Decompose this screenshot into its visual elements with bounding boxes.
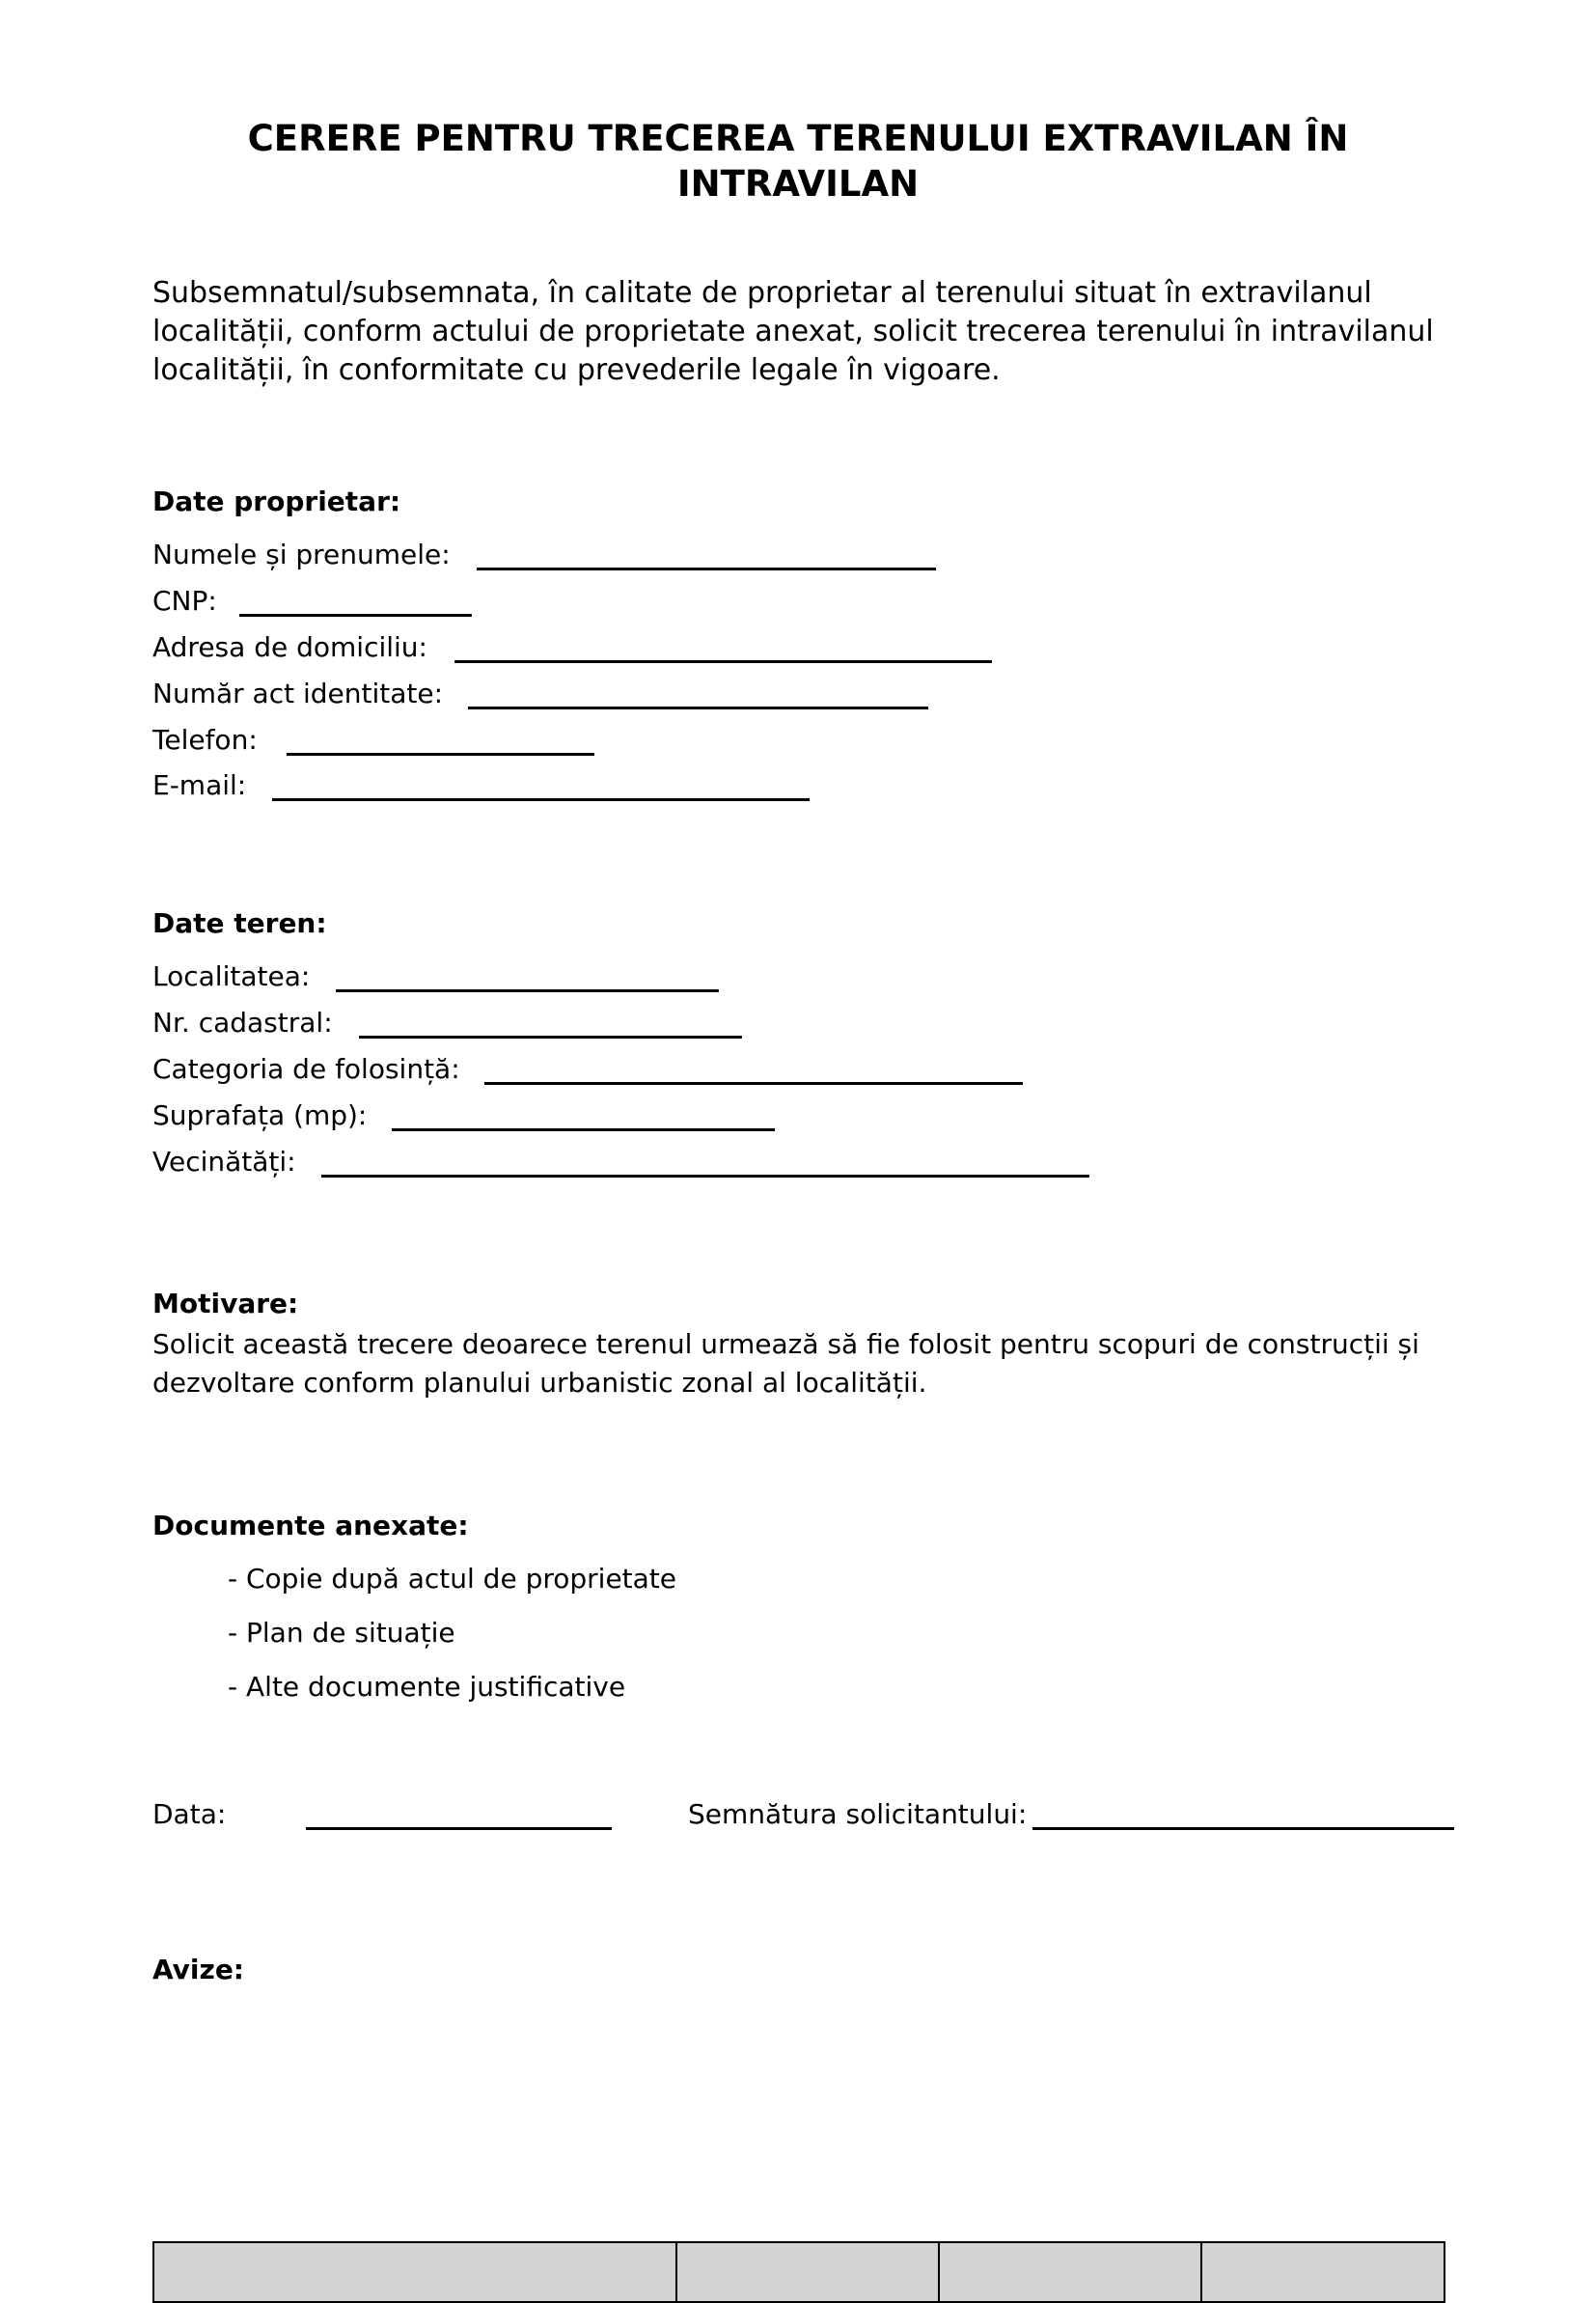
land-cadastral-field[interactable] [359,1036,742,1039]
land-category-field[interactable] [484,1082,1023,1085]
owner-email-label: E-mail: [152,769,247,801]
table-cell [676,2242,939,2302]
owner-name-field[interactable] [477,568,936,570]
owner-phone-label: Telefon: [152,724,258,756]
land-area-field[interactable] [392,1128,775,1131]
land-section-heading: Date teren: [152,907,327,939]
date-field[interactable] [306,1827,612,1830]
annex-item: - Copie după actul de proprietate [228,1563,677,1595]
owner-cnp-field[interactable] [239,614,472,617]
approvals-section-heading: Avize: [152,1954,245,1985]
owner-name-label: Numele și prenumele: [152,539,451,570]
table-cell [1201,2242,1445,2302]
owner-id-field[interactable] [468,707,928,709]
land-locality-field[interactable] [336,989,719,992]
land-cadastral-label: Nr. cadastral: [152,1007,333,1039]
approvals-table [152,2241,1445,2303]
owner-cnp-label: CNP: [152,585,217,617]
land-category-label: Categoria de folosință: [152,1053,460,1085]
table-row [153,2242,1445,2302]
date-label: Data: [152,1798,227,1830]
owner-id-label: Număr act identitate: [152,678,444,709]
annexes-section-heading: Documente anexate: [152,1510,469,1541]
owner-email-field[interactable] [272,798,810,801]
page-title: CERERE PENTRU TRECEREA TERENULUI EXTRAVILAN ÎN INTRAVILAN [247,118,1349,205]
owner-address-field[interactable] [454,660,992,663]
land-neighbors-label: Vecinătăți: [152,1146,296,1178]
signature-label: Semnătura solicitantului: [688,1798,1028,1830]
motivation-section-heading: Motivare: [152,1288,299,1319]
motivation-text: Solicit această trecere deoarece terenul urmează să fie folosit pentru scopuri de construcții și dezvoltare conform planului urbanistic zonal al localității. [152,1328,1419,1399]
table-cell [153,2242,676,2302]
land-neighbors-field[interactable] [321,1175,1089,1178]
annex-item: - Plan de situație [228,1617,455,1649]
signature-field[interactable] [1032,1827,1454,1830]
table-cell [939,2242,1201,2302]
owner-phone-field[interactable] [287,753,594,756]
annex-item: - Alte documente justificative [228,1671,626,1703]
owner-section-heading: Date proprietar: [152,486,401,517]
land-area-label: Suprafața (mp): [152,1099,368,1131]
intro-paragraph: Subsemnatul/subsemnata, în calitate de proprietar al terenului situat în extravilanul localității, conform actului de proprietate anexat, solicit trecerea terenului în intravilanul localității, în conformitate cu prevederile legale în vigoare. [152,276,1434,387]
land-locality-label: Localitatea: [152,960,311,992]
owner-address-label: Adresa de domiciliu: [152,631,427,663]
